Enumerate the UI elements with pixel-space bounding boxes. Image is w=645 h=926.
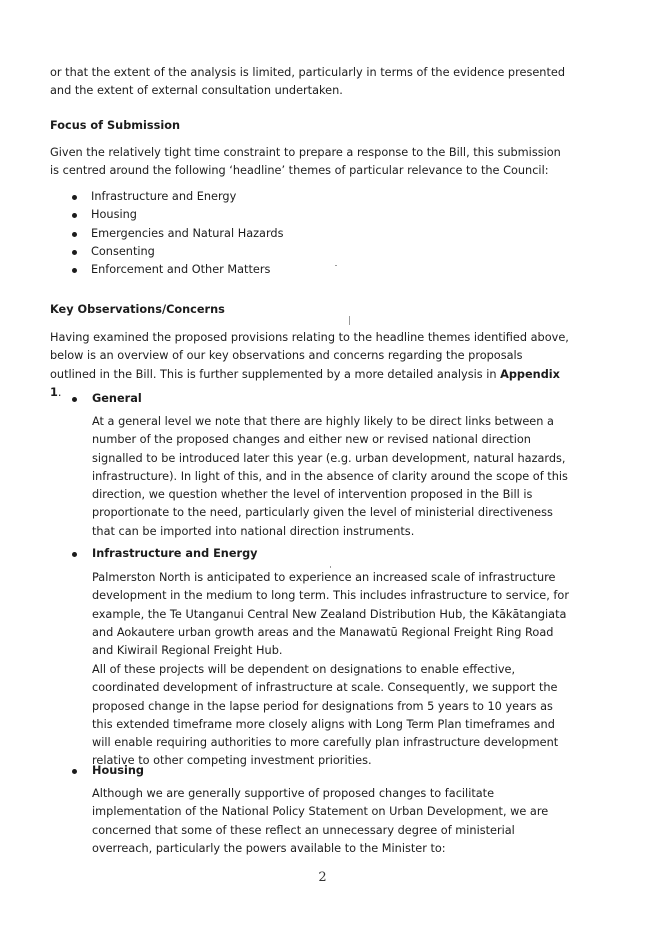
bullet-icon [72,397,77,402]
general-paragraph: At a general level we note that there are highly likely to be direct links between a number of the proposed changes and either new or revised national direction signalled to be introduced later this year (e.g. urban development, natural hazards, infrastructure). In light of this, and in the absence of clarity around the scope of this direction, we question whether the level of intervention proposed in the Bill is proportionate to the need, particularly given the level of ministerial directiveness that can be imported into national direction instruments. [92,415,568,538]
section-title: Infrastructure and Energy [92,547,258,560]
focus-paragraph: Given the relatively tight time constraint to prepare a response to the Bill, this submission is centred around the following ‘headline’ themes of particular relevance to the Council: [50,146,561,178]
list-item: Infrastructure and Energy [50,188,570,206]
bullet-icon [72,769,77,774]
scan-artifact [349,316,350,325]
page-number: 2 [318,870,327,885]
section-title: General [92,392,142,405]
section-general [50,390,570,408]
theme-list [50,188,570,279]
section-infrastructure [50,545,570,563]
key-heading: Key Observations/Concerns [50,303,225,316]
infrastructure-paragraph-1: Palmerston North is anticipated to experience an increased scale of infrastructure development in the medium to long term. This includes infrastructure to service, for example, the Te Utanganui Central New Zealand Distribution Hub, the Kākātangiata and Aokautere urban growth areas and the Manawatū Regional Freight Ring Road and Kiwirail Regional Freight Hub. [92,571,569,658]
list-item: Housing [50,206,570,224]
list-item: Enforcement and Other Matters [50,261,570,279]
section-title: Housing [92,764,144,777]
bullet-icon [72,268,77,273]
key-paragraph: Having examined the proposed provisions relating to the headline themes identified above, below is an overview of our key observations and concerns regarding the proposals outlined in the Bill. This is further supplemented by a more detailed analysis in Appendix 1. [50,331,569,399]
bullet-icon [72,213,77,218]
bullet-icon [72,250,77,255]
list-item: Consenting [50,243,570,261]
section-housing [50,762,570,780]
scan-artifact [330,566,331,568]
focus-heading: Focus of Submission [50,119,181,132]
bullet-icon [72,552,77,557]
scan-artifact [335,265,337,266]
list-item: Emergencies and Natural Hazards [50,225,570,243]
appendix-reference: Appendix 1 [50,367,560,399]
infrastructure-paragraph-2: All of these projects will be dependent on designations to enable effective, coordinated development of infrastructure at scale. Consequently, we support the proposed change in the lapse period for designations from 5 years to 10 years as this extended timeframe more closely aligns with Long Term Plan timeframes and will enable requiring authorities to more carefully plan infrastructure development relative to other competing investment priorities. [92,663,559,768]
bullet-icon [72,195,77,200]
bullet-icon [72,232,77,237]
intro-paragraph: or that the extent of the analysis is limited, particularly in terms of the evidence presented and the extent of external consultation undertaken. [50,66,565,98]
housing-paragraph: Although we are generally supportive of proposed changes to facilitate implementation of the National Policy Statement on Urban Development, we are concerned that some of these reflect an unnecessary degree of ministerial overreach, particularly the powers available to the Minister to: [92,787,549,855]
